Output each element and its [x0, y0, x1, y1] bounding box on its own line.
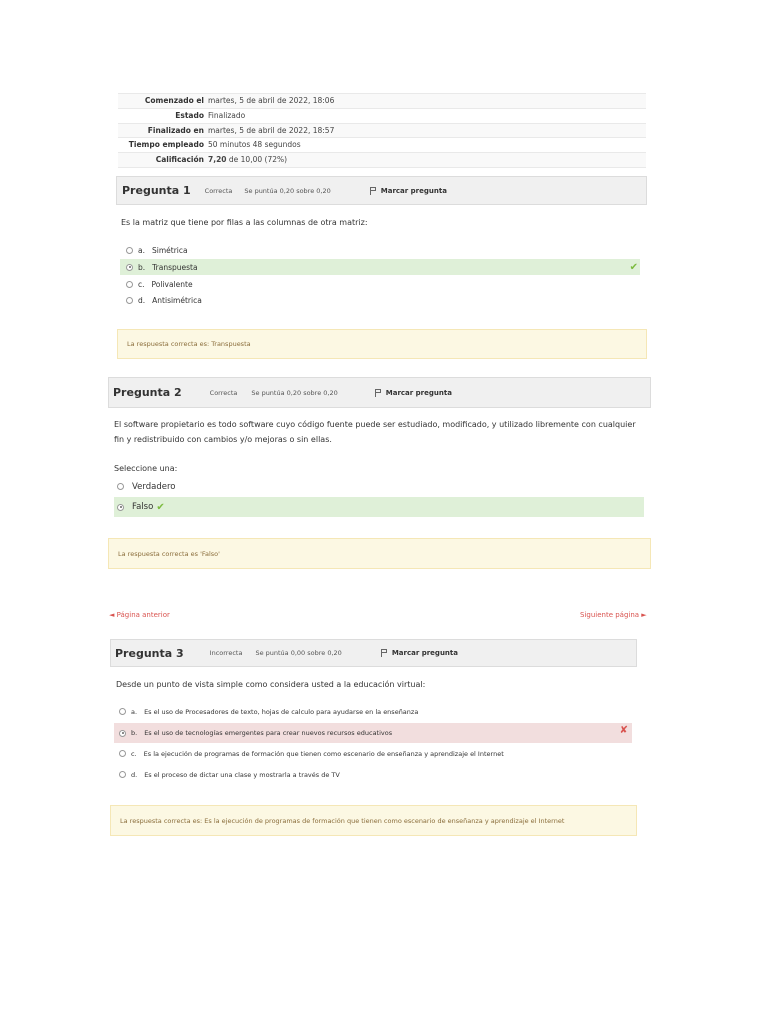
summary-label: Finalizado en — [147, 125, 204, 135]
summary-row-finished — [118, 123, 646, 138]
radio-button[interactable] — [119, 730, 126, 737]
summary-value: martes, 5 de abril de 2022, 18:57 — [208, 125, 335, 135]
question-title: Pregunta 3 — [115, 646, 184, 660]
radio-button[interactable] — [126, 247, 133, 254]
option-letter: a. — [131, 707, 138, 716]
summary-value: martes, 5 de abril de 2022, 18:06 — [208, 96, 335, 105]
flag-question-button[interactable] — [380, 649, 458, 657]
question-text-line: fin y redistribuido con cambios y/o mejoras o sin ellas. — [114, 435, 332, 444]
grade-score: 7,20 — [208, 155, 227, 165]
summary-row-grade — [118, 152, 646, 168]
flag-question-button[interactable] — [374, 389, 452, 397]
option-label: Transpuesta — [152, 262, 198, 272]
option-label: Es el uso de Procesadores de texto, hojas de calculo para ayudarse en la enseñanza — [144, 707, 419, 716]
question-2-text — [114, 417, 654, 447]
feedback-text: La respuesta correcta es: Es la ejecución de programas de formación que tienen como escenario de enseñanza y aprendizaje el Internet — [120, 816, 565, 825]
check-icon: ✔ — [629, 261, 638, 273]
answer-option-b[interactable] — [120, 259, 640, 275]
question-state: Correcta — [209, 388, 238, 397]
question-3-feedback — [110, 805, 637, 836]
option-letter: c. — [138, 279, 145, 289]
question-grade: Se puntúa 0,20 sobre 0,20 — [251, 388, 338, 397]
radio-button[interactable] — [126, 281, 133, 288]
radio-button[interactable] — [119, 750, 126, 757]
option-letter: d. — [131, 770, 138, 779]
summary-value: Finalizado — [208, 110, 246, 120]
question-1-text: Es la matriz que tiene por filas a las columnas de otra matriz: — [121, 218, 368, 227]
radio-button[interactable] — [117, 483, 124, 490]
question-state: Correcta — [204, 186, 233, 195]
question-1-header — [116, 176, 647, 205]
summary-label: Comenzado el — [144, 96, 204, 105]
option-label: Simétrica — [151, 245, 188, 255]
option-letter: c. — [131, 749, 137, 758]
radio-button[interactable] — [126, 297, 133, 304]
radio-button[interactable] — [126, 264, 133, 271]
answer-option-a[interactable] — [120, 243, 640, 257]
question-grade: Se puntúa 0,00 sobre 0,20 — [255, 649, 342, 657]
question-3-text: Desde un punto de vista simple como considera usted a la educación virtual: — [116, 680, 426, 689]
answer-option-d[interactable] — [120, 293, 640, 307]
summary-row-time — [118, 137, 646, 152]
flag-icon — [369, 187, 377, 195]
flag-label: Marcar pregunta — [385, 388, 452, 397]
radio-button[interactable] — [119, 771, 126, 778]
check-icon: ✔ — [156, 501, 165, 513]
question-3-header — [110, 639, 637, 667]
summary-value — [208, 153, 646, 167]
summary-row-state — [118, 108, 646, 123]
option-label: Es el uso de tecnologías emergentes para crear nuevos recursos educativos — [144, 729, 393, 737]
radio-button[interactable] — [117, 504, 124, 511]
option-letter: b. — [138, 262, 146, 272]
summary-value: 50 minutos 48 segundos — [208, 140, 301, 150]
option-label: Es la ejecución de programas de formación que tienen como escenario de enseñanza y aprendizaje el Internet — [143, 749, 504, 758]
option-label: Es el proceso de dictar una clase y mostrarla a través de TV — [144, 770, 340, 779]
summary-row-started — [118, 93, 646, 108]
feedback-text: La respuesta correcta es 'Falso' — [118, 549, 220, 558]
answer-option-true[interactable] — [114, 479, 644, 494]
answer-option-c[interactable] — [120, 277, 640, 291]
cross-icon: ✘ — [619, 725, 628, 736]
question-2-header — [108, 377, 651, 408]
summary-label: Calificación — [155, 155, 204, 165]
question-title: Pregunta 1 — [122, 184, 191, 197]
flag-question-button[interactable] — [369, 187, 447, 195]
option-letter: d. — [138, 295, 146, 305]
question-title: Pregunta 2 — [113, 386, 182, 399]
flag-label: Marcar pregunta — [380, 186, 447, 195]
summary-label: Estado — [175, 110, 204, 120]
flag-icon — [374, 389, 382, 397]
previous-page-link[interactable]: ◄ Página anterior — [109, 611, 170, 619]
flag-icon — [380, 649, 388, 657]
answer-option-c[interactable] — [114, 746, 632, 761]
question-grade: Se puntúa 0,20 sobre 0,20 — [244, 186, 331, 195]
select-one-prompt: Seleccione una: — [114, 464, 178, 473]
flag-label: Marcar pregunta — [391, 649, 458, 657]
radio-button[interactable] — [119, 708, 126, 715]
question-2-feedback — [108, 538, 651, 569]
next-page-link[interactable]: Siguiente página ► — [580, 611, 647, 619]
answer-option-b[interactable] — [114, 723, 632, 743]
option-label: Verdadero — [132, 481, 176, 492]
option-label: Falso — [132, 502, 154, 512]
option-label: Antisimétrica — [152, 295, 202, 305]
answer-option-false[interactable] — [114, 497, 644, 517]
question-1-feedback — [117, 329, 647, 359]
attempt-summary-table — [118, 93, 646, 168]
option-letter: a. — [138, 245, 145, 255]
answer-option-a[interactable] — [114, 704, 632, 719]
question-state: Incorrecta — [209, 649, 243, 657]
option-letter: b. — [131, 729, 138, 737]
summary-label: Tiempo empleado — [128, 140, 204, 150]
feedback-text: La respuesta correcta es: Transpuesta — [127, 340, 251, 348]
grade-rest: de 10,00 (72%) — [228, 155, 288, 165]
question-text-line: El software propietario es todo software cuyo código fuente puede ser estudiado, modificado, y utilizado libremente con cualquier — [114, 420, 636, 429]
answer-option-d[interactable] — [114, 767, 632, 782]
option-label: Polivalente — [151, 279, 193, 289]
